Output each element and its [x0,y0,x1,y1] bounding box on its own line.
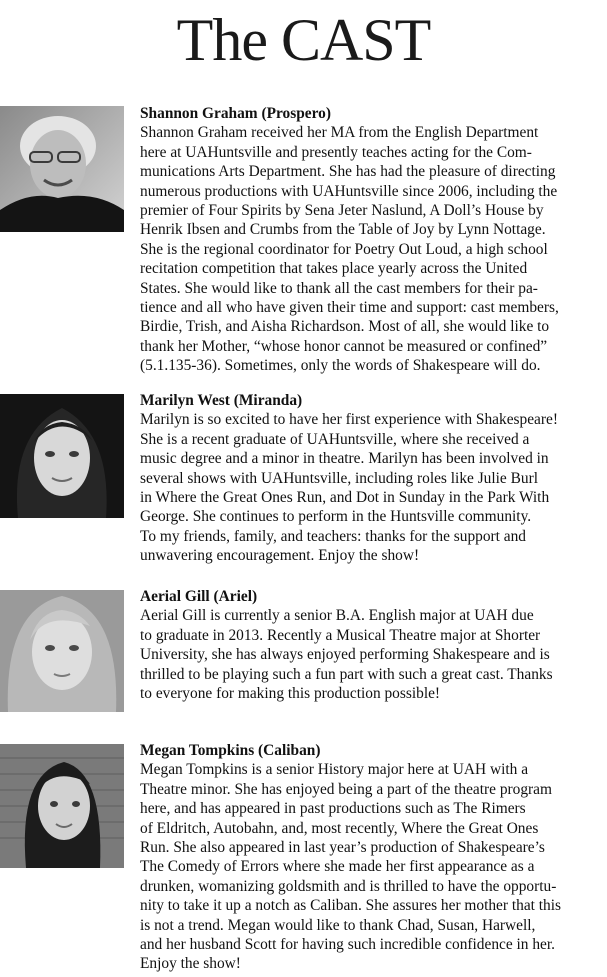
cast-bio-marilyn-west [140,391,602,566]
bio-line: Enjoy the show! [140,955,241,973]
bio-line: Shannon Graham received her MA from the English Department [140,124,539,142]
bio-line: George. She continues to perform in the Huntsville community. [140,508,532,526]
bio-line: to graduate in 2013. Recently a Musical Theatre major at Shorter [140,626,541,644]
cast-bio-megan-tompkins [140,741,602,974]
bio-line: thrilled to be playing such a fun part with such a great cast. Thanks [140,665,553,683]
bio-line: Megan Tompkins is a senior History major here at UAH with a [140,761,529,779]
bio-line: She is the regional coordinator for Poetry Out Loud, a high school [140,240,548,258]
bio-line: Marilyn is so excited to have her first experience with Shakespeare! [140,411,558,429]
bio-line: in Where the Great Ones Run, and Dot in Sunday in the Park With [140,489,550,507]
bio-line: Birdie, Trish, and Aisha Richardson. Most of all, she would like to [140,318,550,336]
bio-line: tience and all who have given their time and support: cast members, [140,299,559,317]
bio-line: (5.1.135-36). Sometimes, only the words of Shakespeare will do. [140,357,541,375]
headshot-megan-tompkins [0,744,124,868]
bio-line: nity to take it up a notch as Caliban. She assures her mother that this [140,897,562,915]
cast-bio-aerial-gill [140,587,602,703]
headshot-aerial-gill [0,590,124,712]
bio-line: To my friends, family, and teachers: thanks for the support and [140,527,527,545]
bio-line: Henrik Ibsen and Crumbs from the Table of Joy by Lynn Nottage. [140,221,546,239]
bio-line: here, and has appeared in past productions such as The Rimers [140,800,526,818]
page-title: The CAST [176,7,431,73]
headshot-shannon-graham [0,106,124,232]
bio-line: is not a trend. Megan would like to thank Chad, Susan, Harwell, [140,916,536,934]
cast-member-name: Shannon Graham (Prospero) [140,105,331,122]
bio-line: here at UAHuntsville and presently teaches acting for the Com- [140,143,532,161]
bio-line: unwavering encouragement. Enjoy the show! [140,547,420,565]
cast-member-name: Marilyn West (Miranda) [140,392,303,409]
cast-member-name: Megan Tompkins (Caliban) [140,742,321,759]
bio-line: recitation competition that takes place yearly across the United [140,260,528,278]
bio-line: of Eldritch, Autobahn, and, most recently, Where the Great Ones [140,819,539,837]
bio-line: The Comedy of Errors where she made her first appearance as a [140,858,535,876]
bio-line: She is a recent graduate of UAHuntsville, where she received a [140,430,530,448]
bio-line: Run. She also appeared in last year’s production of Shakespeare’s [140,839,545,857]
bio-line: Theatre minor. She has enjoyed being a part of the theatre program [140,780,552,798]
bio-line: several shows with UAHuntsville, including roles like Julie Burl [140,469,538,487]
bio-line: Aerial Gill is currently a senior B.A. English major at UAH due [140,607,534,625]
bio-line: thank her Mother, “whose honor cannot be measured or confined” [140,337,548,355]
bio-line: to everyone for making this production possible! [140,685,441,703]
bio-line: and her husband Scott for having such incredible confidence in her. [140,936,555,954]
bio-line: munications Arts Department. She has had the pleasure of directing [140,163,556,181]
headshot-marilyn-west [0,394,124,518]
cast-bio-shannon-graham [140,104,602,376]
bio-line: music degree and a minor in theatre. Marilyn has been involved in [140,450,549,468]
bio-line: University, she has always enjoyed performing Shakespeare and is [140,646,550,664]
bio-line: numerous productions with UAHuntsville since 2006, including the [140,182,558,200]
bio-line: States. She would like to thank all the cast members for their pa- [140,279,538,297]
bio-line: premier of Four Spirits by Sena Jeter Naslund, A Doll’s House by [140,202,544,220]
bio-line: drunken, womanizing goldsmith and is thrilled to have the opportu- [140,877,557,895]
cast-member-name: Aerial Gill (Ariel) [140,588,258,605]
